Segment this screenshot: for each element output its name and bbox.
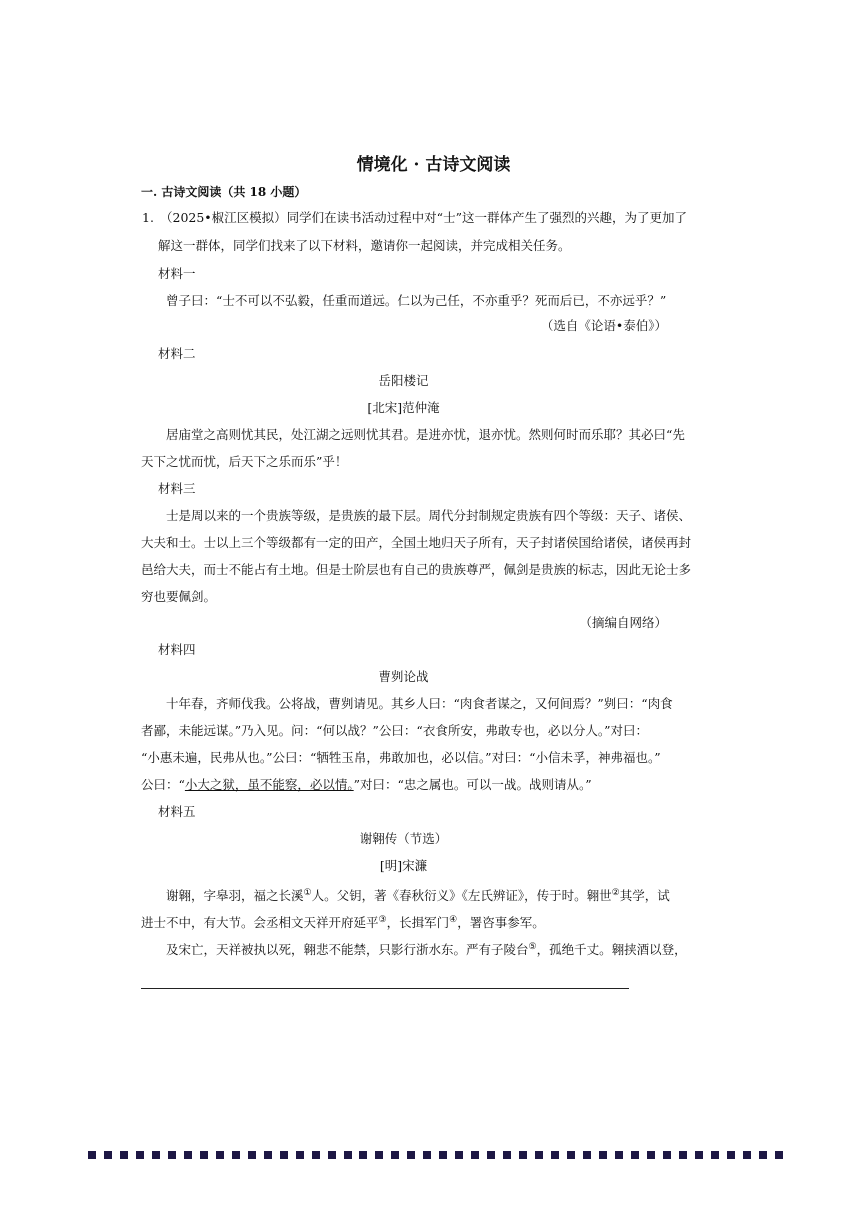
material-3-source: （摘编自网络） xyxy=(579,615,667,630)
binding-mark xyxy=(216,1151,224,1159)
text-span: 其学，试 xyxy=(619,888,670,903)
binding-mark xyxy=(455,1151,463,1159)
binding-mark xyxy=(391,1151,399,1159)
binding-mark xyxy=(296,1151,304,1159)
footnote-marker-1: ① xyxy=(303,888,312,898)
binding-mark xyxy=(184,1151,192,1159)
binding-mark xyxy=(200,1151,208,1159)
binding-mark xyxy=(663,1151,671,1159)
binding-mark xyxy=(471,1151,479,1159)
binding-mark xyxy=(647,1151,655,1159)
material-5-line-3 xyxy=(166,939,687,958)
material-1-source: （选自《论语•泰伯》） xyxy=(540,318,667,333)
binding-mark xyxy=(487,1151,495,1159)
material-2-title: 岳阳楼记 xyxy=(378,373,429,388)
binding-mark xyxy=(775,1151,783,1159)
material-5-title: 谢翱传（节选） xyxy=(359,831,448,846)
footnote-marker-3: ③ xyxy=(378,915,387,925)
material-3-line-1: 士是周以来的一个贵族等级，是贵族的最下层。周代分封制规定贵族有四个等级：天子、诸侯、 xyxy=(166,508,692,523)
material-2-line-2: 天下之忧而忧，后天下之乐而乐”乎！ xyxy=(141,454,348,469)
binding-mark xyxy=(152,1151,160,1159)
material-1-text: 曾子曰：“士不可以不弘毅，任重而道远。仁以为己任，不亦重乎？死而后已，不亦远乎？” xyxy=(166,293,667,308)
material-5-label: 材料五 xyxy=(158,804,196,819)
text-span: ，署咨事参军。 xyxy=(457,915,545,930)
text-span: ，长揖军门 xyxy=(386,915,450,930)
binding-mark xyxy=(439,1151,447,1159)
binding-mark xyxy=(88,1151,96,1159)
material-2-label: 材料二 xyxy=(158,346,196,361)
line-4-suffix: ”对曰：“忠之属也。可以一战。战则请从。” xyxy=(353,777,592,792)
binding-mark xyxy=(407,1151,415,1159)
binding-mark xyxy=(328,1151,336,1159)
binding-mark xyxy=(583,1151,591,1159)
material-4-line-3: “小惠未遍，民弗从也。”公曰：“牺牲玉帛，弗敢加也，必以信。”对曰：“小信未孚，神弗福也。” xyxy=(141,750,661,765)
material-3-line-4: 穷也要佩剑。 xyxy=(141,589,217,604)
binding-mark xyxy=(344,1151,352,1159)
text-span: 及宋亡，天祥被执以死，翱悲不能禁，只影行浙水东。严有子陵台 xyxy=(166,942,529,957)
binding-mark xyxy=(375,1151,383,1159)
binding-mark xyxy=(423,1151,431,1159)
material-4-title: 曹刿论战 xyxy=(378,669,429,684)
section-heading: 一. 古诗文阅读（共 18 小题） xyxy=(141,185,307,199)
binding-mark xyxy=(711,1151,719,1159)
binding-mark xyxy=(120,1151,128,1159)
binding-mark xyxy=(727,1151,735,1159)
binding-mark xyxy=(264,1151,272,1159)
binding-mark xyxy=(280,1151,288,1159)
binding-mark xyxy=(519,1151,527,1159)
binding-mark xyxy=(535,1151,543,1159)
text-span: 谢翱，字皋羽，福之长溪 xyxy=(166,888,304,903)
line-4-prefix: 公曰：“ xyxy=(141,777,185,792)
material-1-label: 材料一 xyxy=(158,266,196,281)
material-5-line-1 xyxy=(166,885,670,904)
binding-marks-row xyxy=(88,1151,783,1159)
text-span: ，孤绝千丈。翱挟酒以登， xyxy=(536,942,687,957)
page-title: 情境化 · 古诗文阅读 xyxy=(356,155,511,175)
binding-mark xyxy=(759,1151,767,1159)
binding-mark xyxy=(615,1151,623,1159)
material-5-line-2 xyxy=(141,912,545,931)
underlined-sentence: 小大之狱，虽不能察，必以情。 xyxy=(184,777,354,792)
question-line-2: 解这一群体，同学们找来了以下材料，邀请你一起阅读，并完成相关任务。 xyxy=(158,238,571,253)
binding-mark xyxy=(232,1151,240,1159)
material-3-line-2: 大夫和士。士以上三个等级都有一定的田产，全国土地归天子所有，天子封诸侯国给诸侯，诸侯再封 xyxy=(141,535,692,550)
footnote-marker-5: ⑤ xyxy=(528,942,537,952)
question-line-1: （2025•椒江区模拟）同学们在读书活动过程中对“士”这一群体产生了强烈的兴趣，为了更加了 xyxy=(160,210,687,225)
material-3-line-3: 邑给大夫，而士不能占有土地。但是士阶层也有自己的贵族尊严，佩剑是贵族的标志，因此无论士多 xyxy=(141,562,692,577)
binding-mark xyxy=(168,1151,176,1159)
text-span: 进士不中，有大节。会丞相文天祥开府延平 xyxy=(141,915,379,930)
material-4-line-4 xyxy=(141,777,592,793)
material-2-author: [北宋]范仲淹 xyxy=(367,400,440,415)
binding-mark xyxy=(567,1151,575,1159)
binding-mark xyxy=(631,1151,639,1159)
binding-mark xyxy=(104,1151,112,1159)
material-2-line-1: 居庙堂之高则忧其民，处江湖之远则忧其君。是进亦忧，退亦忧。然则何时而乐耶？其必曰“先 xyxy=(166,427,685,442)
binding-mark xyxy=(599,1151,607,1159)
material-4-label: 材料四 xyxy=(158,642,196,657)
binding-mark xyxy=(248,1151,256,1159)
question-number: 1. xyxy=(142,210,154,225)
material-4-line-2: 者鄙，未能远谋。”乃入见。问：“何以战？”公曰：“衣食所安，弗敢专也，必以分人。”对曰： xyxy=(141,723,648,738)
binding-mark xyxy=(695,1151,703,1159)
text-span: 人。父钥，著《春秋衍义》《左氏辨证》，传于时。翱世 xyxy=(311,888,612,903)
material-3-label: 材料三 xyxy=(158,481,196,496)
binding-mark xyxy=(359,1151,367,1159)
footnote-divider xyxy=(141,988,629,989)
binding-mark xyxy=(743,1151,751,1159)
footnote-marker-2: ② xyxy=(611,888,620,898)
binding-mark xyxy=(312,1151,320,1159)
binding-mark xyxy=(136,1151,144,1159)
binding-mark xyxy=(551,1151,559,1159)
footnote-marker-4: ④ xyxy=(449,915,458,925)
binding-mark xyxy=(679,1151,687,1159)
material-4-line-1: 十年春，齐师伐我。公将战，曹刿请见。其乡人曰：“肉食者谋之，又何间焉？”刿曰：“肉食 xyxy=(166,696,673,711)
material-5-author: [明]宋濂 xyxy=(379,858,428,873)
binding-mark xyxy=(503,1151,511,1159)
